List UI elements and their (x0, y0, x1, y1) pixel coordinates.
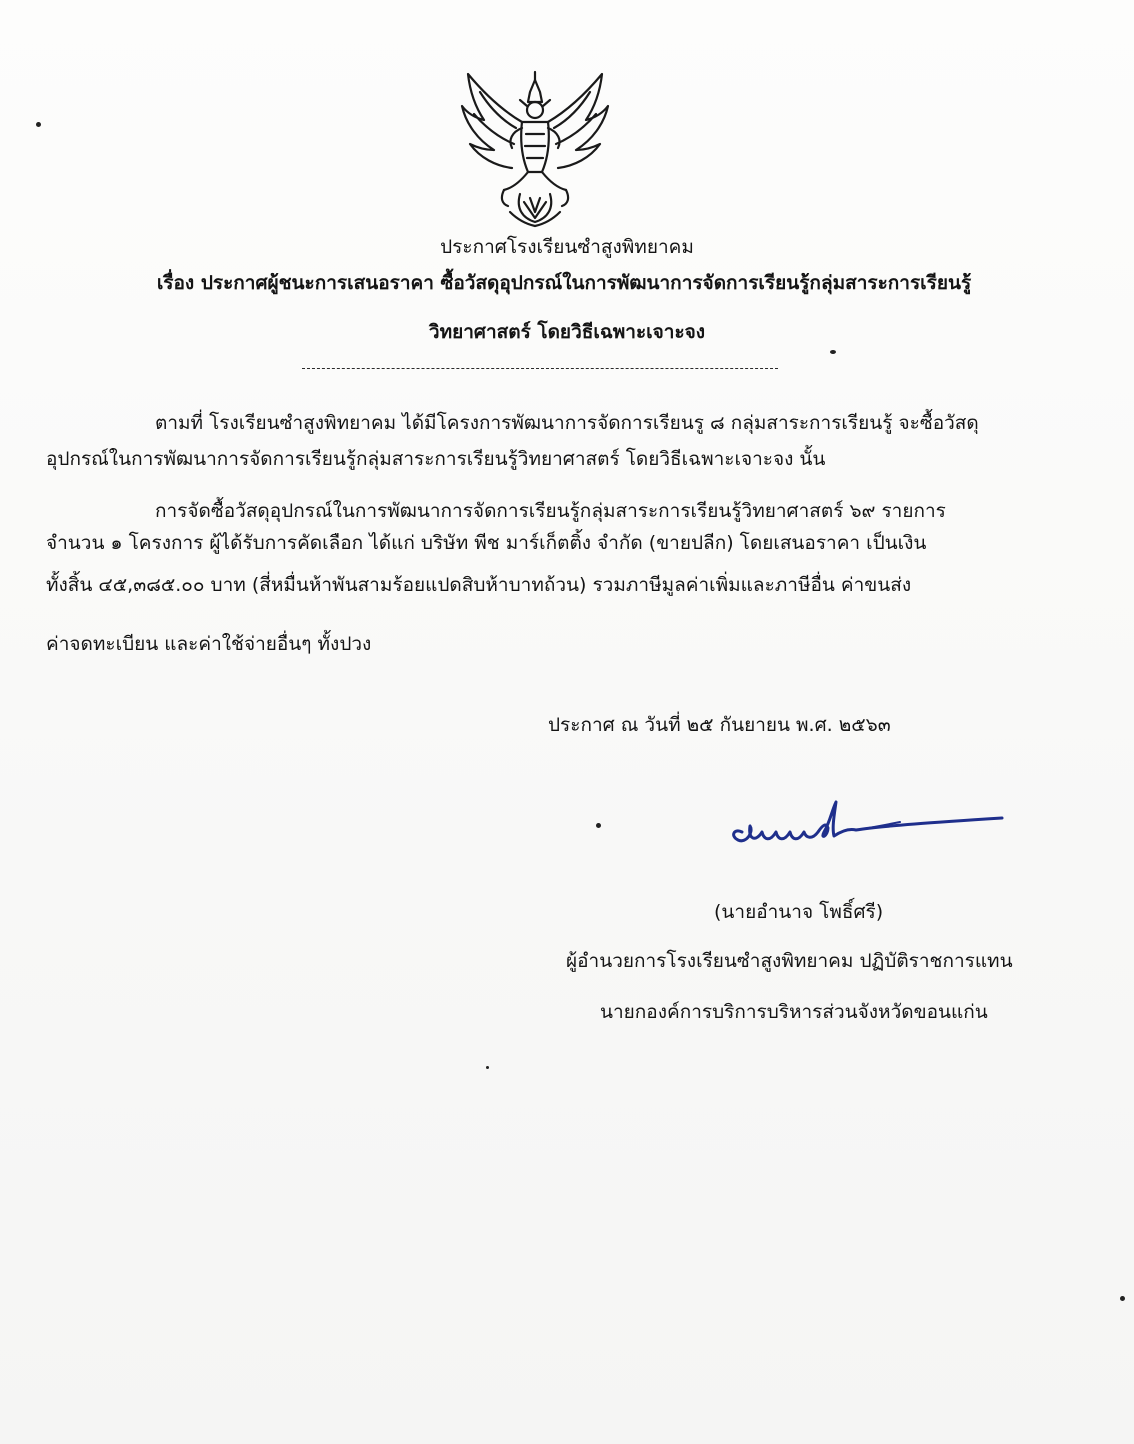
signatory-name: (นายอำนาจ โพธิ์ศรี) (714, 901, 884, 923)
paragraph-2-line-4: ค่าจดทะเบียน และค่าใช้จ่ายอื่นๆ ทั้งปวง (46, 633, 372, 655)
garuda-emblem-icon (450, 62, 620, 232)
scan-speck (830, 350, 836, 354)
scan-speck (486, 1066, 489, 1069)
paragraph-1-line-1: ตามที่ โรงเรียนซำสูงพิทยาคม ได้มีโครงการพัฒนาการจัดการเรียนรู ๘ กลุ่มสาระการเรียนรู้ จะซื้อวัสดุ (155, 412, 979, 434)
issuer-heading: ประกาศโรงเรียนซำสูงพิทยาคม (440, 236, 694, 258)
signatory-position-2: นายกองค์การบริการบริหารส่วนจังหวัดขอนแก่น (600, 1001, 988, 1023)
scan-speck (596, 823, 601, 828)
signatory-position-1: ผู้อำนวยการโรงเรียนซำสูงพิทยาคม ปฏิบัติราชการแทน (566, 950, 1013, 972)
subject-line-1: เรื่อง ประกาศผู้ชนะการเสนอราคา ซื้อวัสดุอุปกรณ์ในการพัฒนาการจัดการเรียนรู้กลุ่มสาระการเรียนรู้ (156, 272, 972, 294)
scan-speck (1120, 1296, 1125, 1301)
paragraph-2-line-2: จำนวน ๑ โครงการ ผู้ได้รับการคัดเลือก ได้แก่ บริษัท พีช มาร์เก็ตติ้ง จำกัด (ขายปลีก) โดยเสนอราคา เป็นเงิน (46, 532, 927, 554)
subject-line-2: วิทยาศาสตร์ โดยวิธีเฉพาะเจาะจง (428, 321, 706, 343)
separator-line (302, 368, 778, 369)
handwritten-signature (720, 792, 1020, 862)
paragraph-2-line-1: การจัดซื้อวัสดุอุปกรณ์ในการพัฒนาการจัดการเรียนรู้กลุ่มสาระการเรียนรู้วิทยาศาสตร์ ๖๙ รายการ (155, 500, 946, 522)
paragraph-1-line-2: อุปกรณ์ในการพัฒนาการจัดการเรียนรู้กลุ่มสาระการเรียนรู้วิทยาศาสตร์ โดยวิธีเฉพาะเจาะจง นั้น (46, 448, 826, 470)
paragraph-2-line-3: ทั้งสิ้น ๔๕,๓๘๕.๐๐ บาท (สี่หมื่นห้าพันสามร้อยแปดสิบห้าบาทถ้วน) รวมภาษีมูลค่าเพิ่มและภาษีอื่น ค่าขนส่ง (46, 574, 912, 596)
scan-speck (36, 122, 41, 127)
announcement-date: ประกาศ ณ วันที่ ๒๕ กันยายน พ.ศ. ๒๕๖๓ (548, 714, 891, 736)
